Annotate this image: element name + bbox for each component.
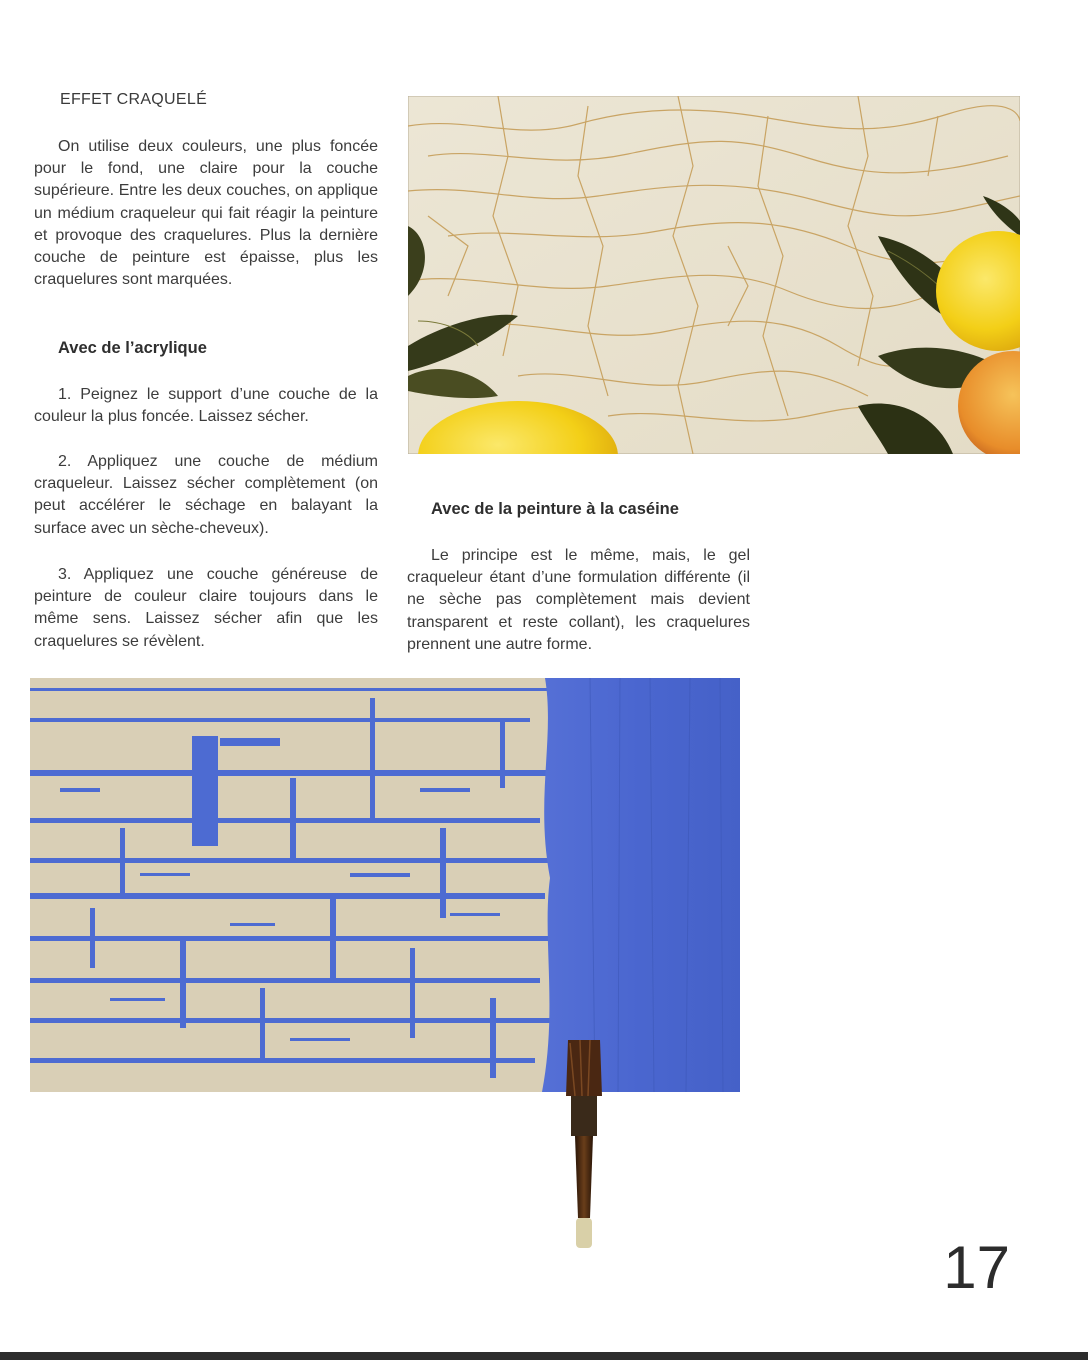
intro-paragraph <box>34 136 378 291</box>
casein-paragraph <box>407 545 750 656</box>
blue-paint-stroke <box>542 678 740 1092</box>
cream-crackle-area <box>30 678 570 1092</box>
acrylic-heading: Avec de l’acrylique <box>58 339 207 357</box>
casein-text: Le principe est le même, mais, le gel craqueleur étant d’une formulation différente (il ne sèche pas complètement mais devient transparent et reste collant), les craquelures prennent une autre forme. <box>407 547 750 653</box>
blue-crackle-photo <box>30 678 740 1260</box>
step-1 <box>34 384 378 428</box>
intro-text: On utilise deux couleurs, une plus foncée pour le fond, une claire pour la couche supérieure. Entre les deux couches, on applique un médium craqueleur qui fait réagir la peinture et provoque des craquelures. Plus la dernière couche de peinture est épaisse, plus les craquelures sont marquées. <box>34 138 378 289</box>
page-number: 17 <box>943 1234 1010 1301</box>
step-2 <box>34 451 378 540</box>
step-3 <box>34 564 378 653</box>
step-1-text: 1. Peignez le support d’une couche de la couleur la plus foncée. Laissez sécher. <box>34 386 378 426</box>
step-2-text: 2. Appliquez une couche de médium craqueleur. Laissez sécher complètement (on peut accélérer le séchage en balayant la surface avec un sèche-cheveux). <box>34 453 378 537</box>
paint-brush <box>566 1040 602 1248</box>
casein-heading: Avec de la peinture à la caséine <box>431 500 679 518</box>
section-title: EFFET CRAQUELÉ <box>60 91 208 108</box>
step-3-text: 3. Appliquez une couche généreuse de peinture de couleur claire toujours dans le même sens. Laissez sécher afin que les craquelures se révèlent. <box>34 566 378 650</box>
bottom-rule <box>0 1352 1088 1360</box>
crackle-lemon-photo <box>408 96 1020 454</box>
